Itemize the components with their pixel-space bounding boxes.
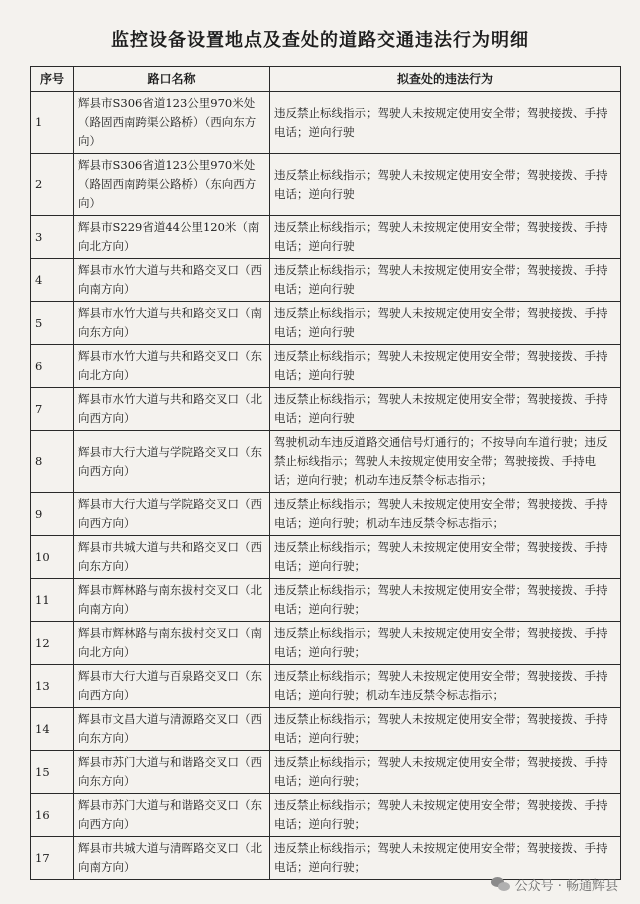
row-idx: 7	[31, 388, 74, 431]
row-location: 辉县市水竹大道与共和路交叉口（北向西方向）	[74, 388, 270, 431]
row-idx: 3	[31, 216, 74, 259]
row-location: 辉县市苏门大道与和谐路交叉口（西向东方向）	[74, 751, 270, 794]
row-location: 辉县市大行大道与学院路交叉口（西向西方向）	[74, 493, 270, 536]
watermark	[491, 875, 618, 894]
row-idx: 5	[31, 302, 74, 345]
row-idx: 15	[31, 751, 74, 794]
row-idx: 6	[31, 345, 74, 388]
row-location: 辉县市大行大道与学院路交叉口（东向西方向）	[74, 431, 270, 493]
row-location: 辉县市S229省道44公里120米（南向北方向）	[74, 216, 270, 259]
row-idx: 9	[31, 493, 74, 536]
row-location: 辉县市水竹大道与共和路交叉口（西向南方向）	[74, 259, 270, 302]
row-idx: 1	[31, 92, 74, 154]
row-violation: 违反禁止标线指示；驾驶人未按规定使用安全带；驾驶接拨、手持电话；逆向行驶	[270, 92, 621, 154]
row-violation: 违反禁止标线指示；驾驶人未按规定使用安全带；驾驶接拨、手持电话；逆向行驶；	[270, 837, 621, 880]
wechat-icon	[491, 877, 511, 893]
table-row	[31, 536, 621, 579]
table-row	[31, 216, 621, 259]
table-row	[31, 302, 621, 345]
row-idx: 12	[31, 622, 74, 665]
row-violation: 违反禁止标线指示；驾驶人未按规定使用安全带；驾驶接拨、手持电话；逆向行驶；	[270, 751, 621, 794]
row-violation: 违反禁止标线指示；驾驶人未按规定使用安全带；驾驶接拨、手持电话；逆向行驶	[270, 259, 621, 302]
table-header-row	[31, 67, 621, 92]
table-row	[31, 345, 621, 388]
watermark-text: 公众号 · 畅通辉县	[514, 879, 618, 894]
row-idx: 8	[31, 431, 74, 493]
table-row	[31, 92, 621, 154]
row-violation: 违反禁止标线指示；驾驶人未按规定使用安全带；驾驶接拨、手持电话；逆向行驶；	[270, 708, 621, 751]
row-location: 辉县市大行大道与百泉路交叉口（东向西方向）	[74, 665, 270, 708]
table-row	[31, 579, 621, 622]
row-violation: 违反禁止标线指示；驾驶人未按规定使用安全带；驾驶接拨、手持电话；逆向行驶；	[270, 622, 621, 665]
row-location: 辉县市辉林路与南东拔村交叉口（南向北方向）	[74, 622, 270, 665]
row-violation: 违反禁止标线指示；驾驶人未按规定使用安全带；驾驶接拨、手持电话；逆向行驶；	[270, 579, 621, 622]
row-idx: 14	[31, 708, 74, 751]
header-violation: 拟查处的违法行为	[270, 67, 621, 92]
row-idx: 4	[31, 259, 74, 302]
row-violation: 违反禁止标线指示；驾驶人未按规定使用安全带；驾驶接拨、手持电话；逆向行驶；	[270, 794, 621, 837]
row-violation: 违反禁止标线指示；驾驶人未按规定使用安全带；驾驶接拨、手持电话；逆向行驶	[270, 302, 621, 345]
row-location: 辉县市共城大道与清晖路交叉口（北向南方向）	[74, 837, 270, 880]
row-idx: 13	[31, 665, 74, 708]
row-violation: 违反禁止标线指示；驾驶人未按规定使用安全带；驾驶接拨、手持电话；逆向行驶；	[270, 536, 621, 579]
row-idx: 2	[31, 154, 74, 216]
row-idx: 17	[31, 837, 74, 880]
row-location: 辉县市S306省道123公里970米处（路固西南跨渠公路桥）（东向西方向）	[74, 154, 270, 216]
row-location: 辉县市水竹大道与共和路交叉口（东向北方向）	[74, 345, 270, 388]
row-location: 辉县市文昌大道与清源路交叉口（西向东方向）	[74, 708, 270, 751]
violation-table	[30, 66, 621, 880]
row-location: 辉县市苏门大道与和谐路交叉口（东向西方向）	[74, 794, 270, 837]
header-idx: 序号	[31, 67, 74, 92]
table-row	[31, 751, 621, 794]
row-violation: 违反禁止标线指示；驾驶人未按规定使用安全带；驾驶接拨、手持电话；逆向行驶	[270, 345, 621, 388]
row-location: 辉县市共城大道与共和路交叉口（西向东方向）	[74, 536, 270, 579]
table-row	[31, 837, 621, 880]
table-row	[31, 388, 621, 431]
row-violation: 违反禁止标线指示；驾驶人未按规定使用安全带；驾驶接拨、手持电话；逆向行驶	[270, 154, 621, 216]
table-row	[31, 622, 621, 665]
table-row	[31, 794, 621, 837]
row-idx: 11	[31, 579, 74, 622]
row-idx: 16	[31, 794, 74, 837]
row-location: 辉县市辉林路与南东拔村交叉口（北向南方向）	[74, 579, 270, 622]
table-row	[31, 431, 621, 493]
row-violation: 违反禁止标线指示；驾驶人未按规定使用安全带；驾驶接拨、手持电话；逆向行驶	[270, 388, 621, 431]
row-violation: 违反禁止标线指示；驾驶人未按规定使用安全带；驾驶接拨、手持电话；逆向行驶	[270, 216, 621, 259]
table-row	[31, 665, 621, 708]
table-row	[31, 708, 621, 751]
row-location: 辉县市水竹大道与共和路交叉口（南向东方向）	[74, 302, 270, 345]
row-violation: 违反禁止标线指示；驾驶人未按规定使用安全带；驾驶接拨、手持电话；逆向行驶；机动车违反禁令标志指示；	[270, 493, 621, 536]
table-row	[31, 493, 621, 536]
table-row	[31, 259, 621, 302]
page-title: 监控设备设置地点及查处的道路交通违法行为明细	[111, 30, 529, 51]
row-violation: 驾驶机动车违反道路交通信号灯通行的；不按导向车道行驶；违反禁止标线指示；驾驶人未按规定使用安全带；驾驶接拨、手持电话；逆向行驶；机动车违反禁令标志指示；	[270, 431, 621, 493]
row-violation: 违反禁止标线指示；驾驶人未按规定使用安全带；驾驶接拨、手持电话；逆向行驶；机动车违反禁令标志指示；	[270, 665, 621, 708]
header-location: 路口名称	[74, 67, 270, 92]
row-idx: 10	[31, 536, 74, 579]
row-location: 辉县市S306省道123公里970米处（路固西南跨渠公路桥）（西向东方向）	[74, 92, 270, 154]
table-row	[31, 154, 621, 216]
